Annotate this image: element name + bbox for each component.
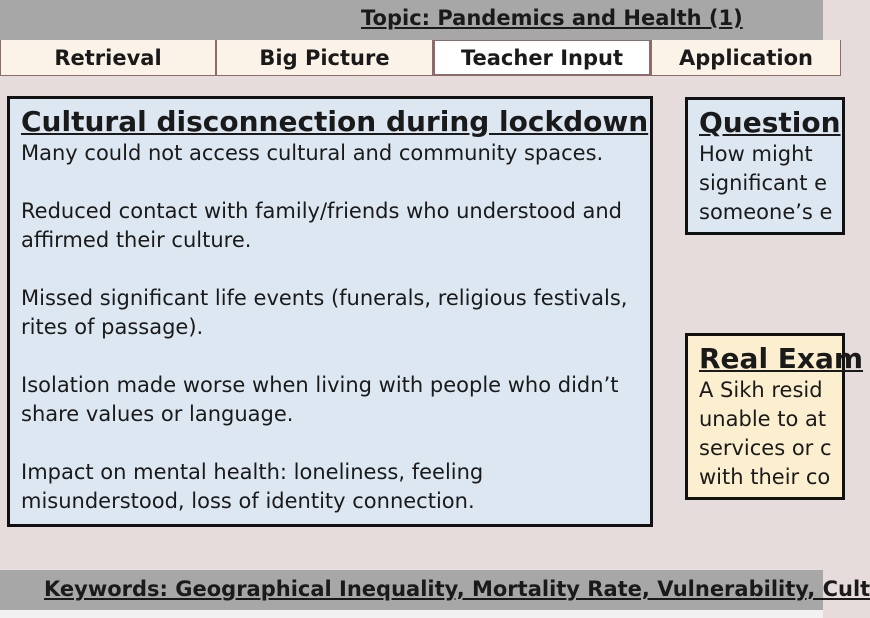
card-paragraph [21,458,650,516]
card-line: Impact on mental health: loneliness, feeling [21,460,484,484]
card-title: Cultural disconnection during lockdown [21,105,649,138]
card-paragraph [21,284,650,342]
header-bar [0,0,823,40]
card-line: share values or language. [21,402,294,426]
card-paragraph [21,139,650,168]
bottom-strip [0,610,823,618]
keywords-text: Keywords: Geographical Inequality, Mortality Rate, Vulnerability, Cult [44,577,870,601]
card-line: affirmed their culture. [21,228,252,252]
tab-application[interactable]: Application [651,40,841,76]
real-example-line: with their co [699,465,831,489]
card-paragraph [21,371,650,429]
card-paragraph [21,197,650,255]
card-line: Reduced contact with family/friends who understood and [21,199,622,223]
tab-bar [0,40,823,78]
card-line: Isolation made worse when living with people who didn’t [21,373,619,397]
keywords-bar [0,570,870,610]
real-example-card [685,333,864,500]
card-body [21,139,650,516]
card-line: rites of passage). [21,315,204,339]
real-example-line: services or c [699,436,832,460]
card-line: Many could not access cultural and community spaces. [21,141,604,165]
real-example-line: unable to at [699,407,827,431]
tab-teacher-input[interactable]: Teacher Input [433,40,651,76]
question-line: significant e [699,171,828,195]
tab-big-picture[interactable]: Big Picture [216,40,433,76]
question-line: someone’s e [699,200,833,224]
real-example-line: A Sikh resid [699,378,823,402]
question-line: How might [699,142,813,166]
cultural-disconnection-card [7,96,653,527]
card-line: misunderstood, loss of identity connection. [21,489,475,513]
question-title: Question [699,106,841,139]
page-title: Topic: Pandemics and Health (1) [361,6,743,30]
tab-retrieval[interactable]: Retrieval [0,40,216,76]
question-card [685,97,845,235]
real-example-title: Real Exam [699,342,864,375]
card-line: Missed significant life events (funerals, religious festivals, [21,286,628,310]
